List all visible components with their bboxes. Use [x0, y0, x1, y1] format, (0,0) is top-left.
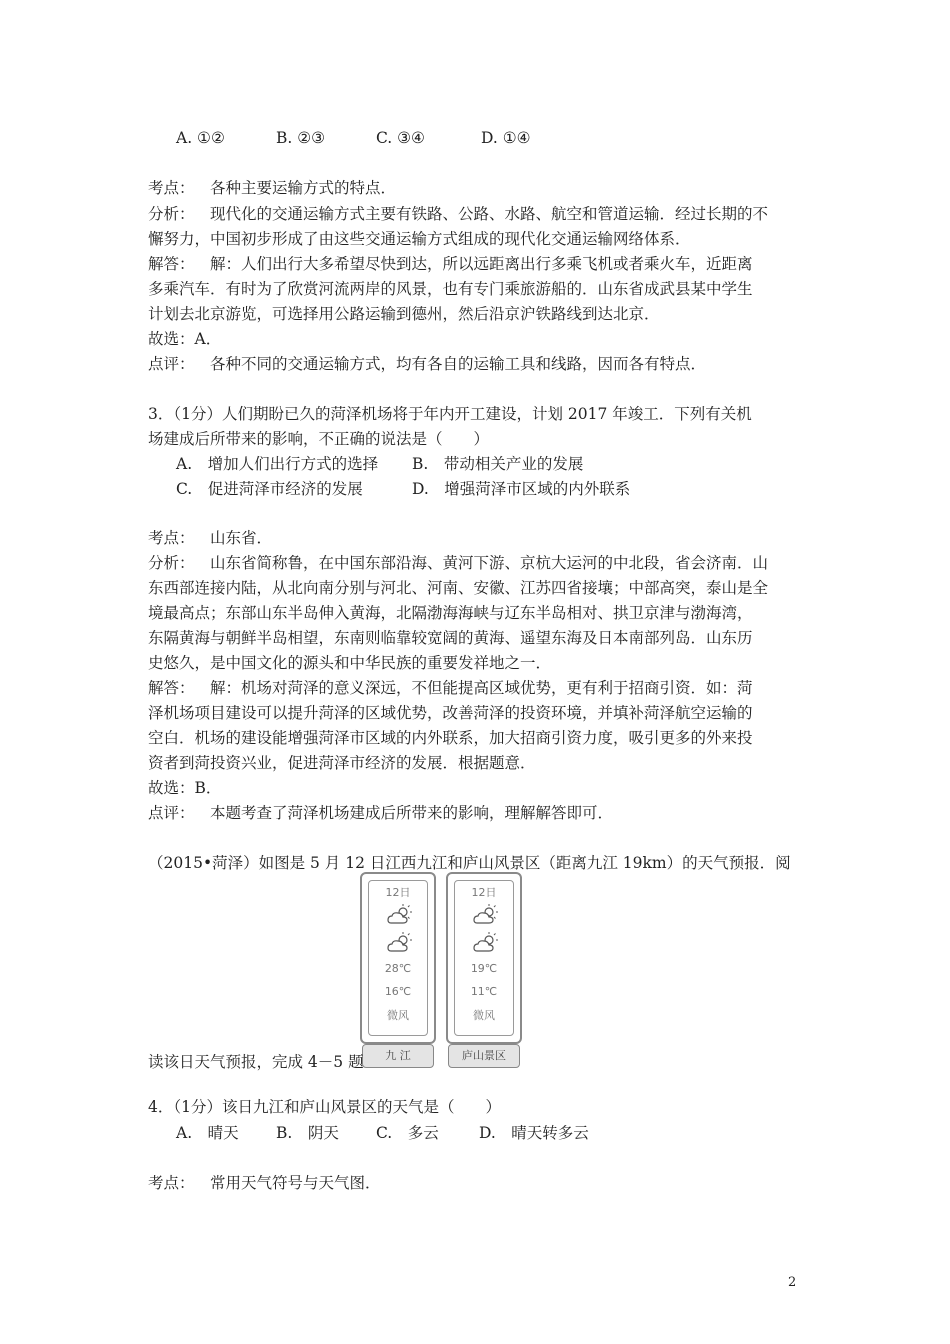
q3-fenxi-2: 东西部连接内陆，从北向南分别与河北、河南、安徽、江苏四省接壤；中部高突，泰山是全 [148, 579, 769, 597]
q3-fenxi-4: 东隔黄海与朝鲜半岛相望，东南则临靠较宽阔的黄海、遥望东海及日本南部列岛．山东历 [148, 629, 753, 647]
q3-option-b: B. 带动相关产业的发展 [412, 455, 584, 473]
forecast-card-jiujiang [360, 872, 436, 1044]
jiujiang-low-temp: 16℃ [384, 985, 412, 998]
q2-guxuan: 故选：A． [148, 330, 222, 348]
jiujiang-label: 九 江 [362, 1044, 434, 1068]
jiujiang-wind: 微风 [387, 1009, 409, 1022]
q3-jieda-2: 泽机场项目建设可以提升菏泽的区域优势，改善菏泽的投资环境，并填补菏泽航空运输的 [148, 704, 753, 722]
q3-options-row-1 [176, 454, 583, 474]
lushan-wind: 微风 [473, 1009, 495, 1022]
q3-fenxi-5: 史悠久，是中国文化的源头和中华民族的重要发祥地之一． [148, 654, 552, 672]
lushan-label: 庐山景区 [448, 1044, 520, 1068]
q2-jieda-3: 计划去北京游览，可选择用公路运输到德州，然后沿京沪铁路线到达北京． [148, 305, 660, 323]
q2-options [176, 128, 531, 148]
lushan-low-temp: 11℃ [470, 985, 498, 998]
q4-options [176, 1123, 589, 1143]
q2-jieda-2: 多乘汽车．有时为了欣赏河流两岸的风景，也有专门乘旅游船的．山东省成武县某中学生 [148, 280, 753, 298]
q4-option-a: A. 晴天 [176, 1124, 239, 1142]
lushan-high-temp: 19℃ [470, 962, 498, 975]
page-number: 2 [788, 1275, 797, 1290]
partly-cloudy-icon [472, 904, 500, 926]
q2-option-c: C. ③④ [376, 129, 425, 147]
partly-cloudy-icon [386, 904, 414, 926]
q2-option-b: B. ②③ [276, 129, 326, 147]
q4-option-d: D. 晴天转多云 [479, 1124, 589, 1142]
partly-cloudy-icon [386, 932, 414, 954]
q4-5-intro-2: 读该日天气预报，完成 4－5 题 [148, 1053, 364, 1071]
q2-dianping: 点评： 各种不同的交通运输方式，均有各自的运输工具和线路，因而各有特点． [148, 355, 707, 373]
q2-jieda-1: 解答： 解：人们出行大多希望尽快到达，所以远距离出行多乘飞机或者乘火车，近距离 [148, 255, 753, 273]
lushan-date: 12日 [471, 886, 497, 899]
q2-kaodian: 考点： 各种主要运输方式的特点． [148, 179, 397, 197]
q3-fenxi-3: 境最高点；东部山东半岛伸入黄海，北隔渤海海峡与辽东半岛相对、拱卫京津与渤海湾， [148, 604, 753, 622]
q3-option-c: C. 促进菏泽市经济的发展 [176, 480, 363, 498]
q3-options-row-2 [176, 479, 630, 499]
q4-kaodian: 考点： 常用天气符号与天气图． [148, 1174, 381, 1192]
q3-jieda-3: 空白．机场的建设能增强菏泽市区域的内外联系，加大招商引资力度，吸引更多的外来投 [148, 729, 753, 747]
q4-5-intro-1: （2015•菏泽）如图是 5 月 12 日江西九江和庐山风景区（距离九江 19km）的天气预报．阅 [148, 854, 791, 872]
q3-dianping: 点评： 本题考查了菏泽机场建成后所带来的影响，理解解答即可． [148, 804, 614, 822]
jiujiang-high-temp: 28℃ [384, 962, 412, 975]
jiujiang-date: 12日 [385, 886, 411, 899]
q3-jieda-4: 资者到菏投资兴业，促进菏泽市经济的发展．根据题意． [148, 754, 536, 772]
q2-option-d: D. ①④ [481, 129, 531, 147]
q4-stem: 4．（1分）该日九江和庐山风景区的天气是（ ） [148, 1098, 501, 1116]
q3-fenxi-1: 分析： 山东省简称鲁，在中国东部沿海、黄河下游、京杭大运河的中北段，省会济南．山 [148, 554, 769, 572]
q3-stem-1: 3．（1分）人们期盼已久的菏泽机场将于年内开工建设，计划 2017 年竣工．下列有关机 [148, 405, 752, 423]
partly-cloudy-icon [472, 932, 500, 954]
q3-option-d: D. 增强菏泽市区域的内外联系 [412, 480, 631, 498]
q4-option-b: B. 阴天 [276, 1124, 339, 1142]
q2-fenxi-1: 分析： 现代化的交通运输方式主要有铁路、公路、水路、航空和管道运输．经过长期的不 [148, 205, 769, 223]
q3-jieda-1: 解答： 解：机场对菏泽的意义深远，不但能提高区域优势，更有利于招商引资．如：菏 [148, 679, 753, 697]
q3-option-a: A. 增加人们出行方式的选择 [176, 455, 379, 473]
q3-guxuan: 故选：B． [148, 779, 222, 797]
q2-fenxi-2: 懈努力，中国初步形成了由这些交通运输方式组成的现代化交通运输网络体系． [148, 230, 691, 248]
forecast-card-lushan [446, 872, 522, 1044]
q3-stem-2: 场建成后所带来的影响，不正确的说法是（ ） [148, 430, 490, 448]
q3-kaodian: 考点： 山东省． [148, 529, 273, 547]
q2-option-a: A. ①② [176, 129, 225, 147]
q4-option-c: C. 多云 [376, 1124, 439, 1142]
